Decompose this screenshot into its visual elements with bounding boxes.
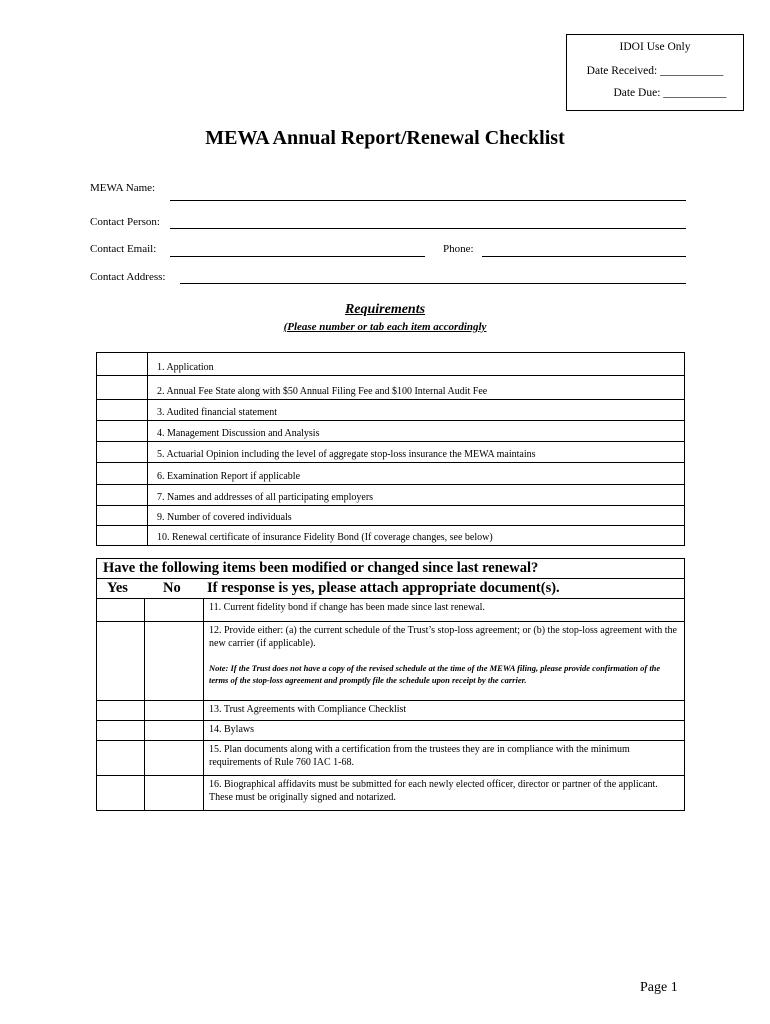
checkbox-cell[interactable] xyxy=(97,400,148,420)
mewa-name-label: MEWA Name: xyxy=(90,182,156,194)
no-cell[interactable] xyxy=(145,622,204,700)
contact-email-label: Contact Email: xyxy=(90,243,157,255)
checkbox-cell[interactable] xyxy=(97,442,148,462)
no-column-header: No xyxy=(163,580,181,596)
item-label: 6. Examination Report if applicable xyxy=(157,471,301,482)
phone-field[interactable] xyxy=(482,256,686,257)
contact-email-field[interactable] xyxy=(170,256,425,257)
checkbox-cell[interactable] xyxy=(97,526,148,545)
yes-cell[interactable] xyxy=(97,776,145,810)
table-row xyxy=(97,776,684,810)
item-label: 5. Actuarial Opinion including the level of aggregate stop-loss insurance the MEWA maintains xyxy=(157,449,536,460)
item-label: 9. Number of covered individuals xyxy=(157,512,292,523)
checkbox-cell[interactable] xyxy=(97,376,148,399)
requirements-title: Requirements xyxy=(344,302,426,317)
item-12-text: 12. Provide either: (a) the current schedule of the Trust’s stop-loss agreement; or (b) the stop-loss agreement with the new carrier (if applicable). xyxy=(209,625,677,649)
yes-column-header: Yes xyxy=(107,580,128,596)
table-row xyxy=(97,526,684,545)
mewa-name-field[interactable] xyxy=(170,200,686,201)
item-label: 1. Application xyxy=(157,362,214,373)
requirements-subtitle: (Please number or tab each item accordingly xyxy=(283,321,487,333)
table-row xyxy=(97,485,684,506)
page-title: MEWA Annual Report/Renewal Checklist xyxy=(205,127,565,149)
table-row xyxy=(97,421,684,442)
contact-address-field[interactable] xyxy=(180,283,686,284)
table-row xyxy=(97,701,684,721)
checkbox-cell[interactable] xyxy=(97,421,148,441)
item-label: 16. Biographical affidavits must be submitted for each newly elected officer, director or partner of the applicant. These must be originally signed and notarized. xyxy=(209,779,658,803)
modified-items-table xyxy=(96,558,685,811)
table-row xyxy=(97,376,684,400)
item-label: 7. Names and addresses of all participating employers xyxy=(157,492,374,503)
no-cell[interactable] xyxy=(145,721,204,740)
page-number: Page 1 xyxy=(640,980,678,995)
date-received: Date Received: ___________ xyxy=(586,65,724,77)
table-row xyxy=(97,622,684,701)
table-row xyxy=(97,400,684,421)
checkbox-cell[interactable] xyxy=(97,353,148,375)
item-label: 14. Bylaws xyxy=(209,724,254,735)
table-row xyxy=(97,442,684,463)
item-label: 11. Current fidelity bond if change has been made since last renewal. xyxy=(209,602,485,613)
phone-label: Phone: xyxy=(443,243,474,255)
yes-cell[interactable] xyxy=(97,721,145,740)
contact-address-label: Contact Address: xyxy=(90,271,166,283)
item-label: 4. Management Discussion and Analysis xyxy=(157,428,320,439)
idoi-use-only-box xyxy=(566,34,744,111)
checkbox-cell[interactable] xyxy=(97,506,148,525)
no-cell[interactable] xyxy=(145,776,204,810)
item-label: 2. Annual Fee State along with $50 Annual Filing Fee and $100 Internal Audit Fee xyxy=(157,386,488,397)
checkbox-cell[interactable] xyxy=(97,485,148,505)
table-row xyxy=(97,599,684,622)
modified-heading: Have the following items been modified or changed since last renewal? xyxy=(97,559,684,579)
yes-cell[interactable] xyxy=(97,622,145,700)
table-row xyxy=(97,721,684,741)
yes-cell[interactable] xyxy=(97,599,145,621)
no-cell[interactable] xyxy=(145,741,204,775)
table-row xyxy=(97,506,684,526)
instruction-header: If response is yes, please attach appropriate document(s). xyxy=(207,580,560,596)
idoi-title: IDOI Use Only xyxy=(619,41,691,53)
item-label xyxy=(209,625,678,686)
yes-cell[interactable] xyxy=(97,741,145,775)
table-row xyxy=(97,741,684,776)
requirements-table xyxy=(96,352,685,546)
item-label: 3. Audited financial statement xyxy=(157,407,277,418)
column-header-row xyxy=(97,579,684,599)
item-label: 13. Trust Agreements with Compliance Checklist xyxy=(209,704,407,715)
date-due: Date Due: ___________ xyxy=(613,87,727,99)
no-cell[interactable] xyxy=(145,599,204,621)
yes-cell[interactable] xyxy=(97,701,145,720)
checkbox-cell[interactable] xyxy=(97,463,148,484)
item-label: 10. Renewal certificate of insurance Fidelity Bond (If coverage changes, see below) xyxy=(157,532,493,543)
stop-loss-note: Note: If the Trust does not have a copy of the revised schedule at the time of the MEWA filing, please provide confirmation of the terms of the stop-loss agreement and promptly file the schedule upon receipt by the carrier. xyxy=(209,663,661,685)
table-row xyxy=(97,463,684,485)
contact-person-label: Contact Person: xyxy=(90,216,160,228)
item-label: 15. Plan documents along with a certification from the trustees they are in compliance with the minimum requirements of Rule 760 IAC 1-68. xyxy=(209,744,630,768)
table-row xyxy=(97,353,684,376)
no-cell[interactable] xyxy=(145,701,204,720)
contact-person-field[interactable] xyxy=(170,228,686,229)
